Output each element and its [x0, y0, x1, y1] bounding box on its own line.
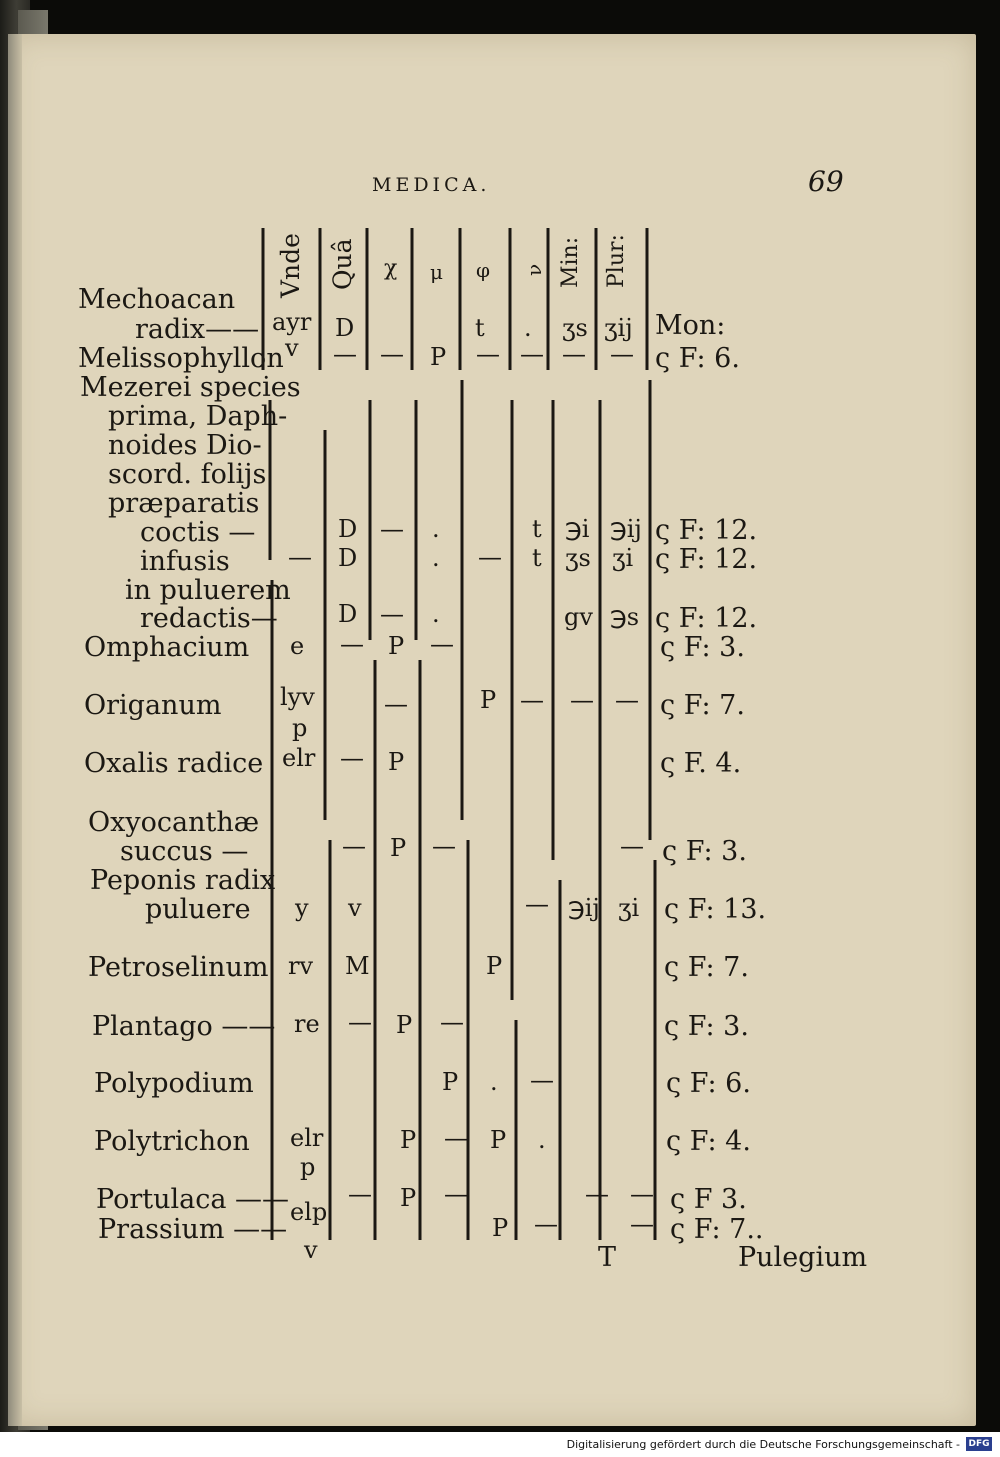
- row-label: Prassium ——: [98, 1214, 288, 1245]
- cell-vnde: elr: [290, 1124, 324, 1152]
- cell-chi: —: [384, 690, 408, 718]
- column-header-phi: φ: [476, 258, 491, 282]
- cell-qua: D: [338, 515, 358, 543]
- cell-min: ʒs: [562, 314, 588, 342]
- row-label: prima, Daph-: [108, 401, 288, 432]
- row-label: Portulaca ——: [96, 1184, 290, 1215]
- cell-chi: P: [400, 1126, 417, 1154]
- cell-dose: ς F: 13.: [664, 894, 767, 925]
- cell-plur: ʒi: [618, 894, 640, 922]
- column-header-plur: Plur:: [604, 234, 629, 288]
- cell-phi: P: [490, 1126, 507, 1154]
- cell-nu: .: [538, 1126, 546, 1154]
- cell-vnde: p: [292, 714, 308, 742]
- dfg-logo-icon: DFG: [966, 1437, 992, 1451]
- cell-qua: D: [335, 314, 355, 342]
- row-label: infusis: [140, 546, 230, 577]
- cell-vnde: y: [295, 894, 309, 922]
- cell-plur: ʒi: [612, 544, 634, 572]
- cell-min: —: [570, 686, 594, 714]
- page-number: 69: [808, 165, 844, 198]
- cell-qua: D: [338, 600, 358, 628]
- cell-dose: ς F. 4.: [660, 748, 742, 779]
- cell-min: gv: [564, 603, 593, 631]
- cell-chi: —: [380, 340, 404, 368]
- row-label: Oxalis radice: [84, 748, 264, 779]
- cell-dose: ς F: 12.: [655, 603, 758, 634]
- row-label: coctis —: [140, 517, 256, 548]
- cell-dose: ς F 3.: [670, 1184, 747, 1215]
- row-label: scord. folijs: [108, 459, 267, 490]
- cell-phi: t: [475, 314, 485, 342]
- row-label: Mezerei species: [80, 372, 301, 403]
- row-label: Polypodium: [94, 1068, 254, 1099]
- cell-qua: v: [348, 894, 362, 922]
- cell-nu: t: [532, 544, 542, 572]
- cell-nu: —: [530, 1066, 554, 1094]
- cell-vnde: rv: [288, 952, 314, 980]
- cell-vnde: v: [285, 334, 299, 362]
- cell-qua: D: [338, 544, 358, 572]
- cell-phi: —: [478, 543, 502, 571]
- cell-chi: P: [390, 834, 407, 862]
- row-label: Oxyocanthæ: [88, 807, 260, 838]
- column-header-vnde: Vnde: [276, 233, 305, 298]
- cell-chi: P: [396, 1011, 413, 1039]
- cell-nu: —: [525, 890, 549, 918]
- cell-vnde: ayr: [272, 308, 312, 336]
- signature-mark: T: [598, 1242, 617, 1273]
- cell-phi: P: [480, 686, 497, 714]
- cell-vnde: re: [294, 1010, 320, 1038]
- cell-dose: ς F: 7..: [670, 1214, 764, 1245]
- cell-chi: P: [388, 748, 405, 776]
- row-label: Petroselinum: [88, 952, 269, 983]
- row-label: præparatis: [108, 488, 260, 519]
- cell-mu: —: [430, 630, 454, 658]
- cell-mu: —: [432, 832, 456, 860]
- cell-plur: —: [630, 1180, 654, 1208]
- row-label: Mechoacan: [78, 284, 236, 315]
- cell-vnde: lyv: [280, 683, 315, 711]
- cell-dose: ς F: 3.: [660, 632, 745, 663]
- cell-mu: .: [432, 515, 440, 543]
- cell-qua: —: [333, 340, 357, 368]
- cell-vnde: p: [300, 1153, 316, 1181]
- cell-dose: ς F: 3.: [664, 1011, 749, 1042]
- cell-chi: P: [400, 1184, 417, 1212]
- cell-chi: P: [388, 632, 405, 660]
- cell-plur: —: [610, 340, 634, 368]
- cell-nu: —: [520, 340, 544, 368]
- row-label: Plantago ——: [92, 1011, 276, 1042]
- cell-qua: —: [342, 832, 366, 860]
- cell-phi: P: [492, 1214, 509, 1242]
- cell-vnde: elr: [282, 744, 316, 772]
- cell-plur: —: [615, 686, 639, 714]
- cell-plur: ʒij: [604, 314, 633, 342]
- cell-mu: —: [444, 1180, 468, 1208]
- row-label: Polytrichon: [94, 1126, 250, 1157]
- cell-plur: ℈ij: [610, 515, 642, 543]
- cell-dose: ς F: 3.: [662, 836, 747, 867]
- cell-chi: —: [380, 515, 404, 543]
- column-header-chi: χ: [384, 256, 398, 281]
- cell-vnde: e: [290, 632, 305, 660]
- cell-qua: —: [348, 1008, 372, 1036]
- cell-vnde: —: [288, 543, 312, 571]
- row-label: radix——: [135, 314, 260, 345]
- cell-qua: M: [345, 952, 370, 980]
- cell-dose: ς F: 7.: [660, 690, 745, 721]
- cell-qua: —: [340, 630, 364, 658]
- cell-min: ʒs: [565, 544, 591, 572]
- cell-mu: .: [432, 544, 440, 572]
- cell-plur: ℈s: [610, 603, 640, 631]
- cell-dose: Mon:: [655, 310, 726, 341]
- cell-dose: ς F: 6.: [666, 1068, 751, 1099]
- row-label: Peponis radix: [90, 865, 276, 896]
- cell-min: —: [585, 1180, 609, 1208]
- cell-phi: —: [476, 340, 500, 368]
- cell-phi: .: [490, 1068, 498, 1096]
- catchword: Pulegium: [738, 1242, 868, 1273]
- cell-vnde: v: [304, 1236, 318, 1264]
- column-header-mu: μ: [430, 260, 443, 284]
- cell-phi: P: [486, 952, 503, 980]
- cell-mu: —: [444, 1124, 468, 1152]
- cell-min: ℈i: [565, 515, 590, 543]
- column-header-qua: Quâ: [328, 238, 357, 290]
- row-label: succus —: [120, 836, 249, 867]
- row-label: Origanum: [84, 690, 222, 721]
- cell-min: —: [562, 340, 586, 368]
- funding-credit: Digitalisierung gefördert durch die Deutsche Forschungsgemeinschaft -: [566, 1438, 960, 1451]
- row-label: in puluerem: [125, 575, 291, 606]
- cell-mu: P: [442, 1068, 459, 1096]
- cell-vnde: elp: [290, 1198, 328, 1226]
- cell-mu: P: [430, 343, 447, 371]
- cell-dose: ς F: 12.: [655, 544, 758, 575]
- footer-bar: [0, 1432, 1000, 1457]
- row-label: Melissophyllon: [78, 343, 284, 374]
- cell-dose: ς F: 7.: [664, 952, 749, 983]
- cell-nu: —: [520, 686, 544, 714]
- cell-qua: —: [348, 1180, 372, 1208]
- row-label: noides Dio-: [108, 430, 262, 461]
- cell-nu: .: [524, 314, 532, 342]
- cell-nu: —: [534, 1210, 558, 1238]
- cell-dose: ς F: 4.: [666, 1126, 751, 1157]
- cell-qua: —: [340, 744, 364, 772]
- cell-min: ℈ij: [568, 894, 600, 922]
- cell-chi: —: [380, 600, 404, 628]
- cell-plur: —: [630, 1210, 654, 1238]
- cell-dose: ς F: 12.: [655, 515, 758, 546]
- cell-nu: t: [532, 515, 542, 543]
- running-title: MEDICA.: [372, 174, 491, 196]
- cell-mu: —: [440, 1008, 464, 1036]
- column-header-min: Min:: [558, 236, 583, 288]
- row-label: puluere: [145, 894, 251, 925]
- cell-dose: ς F: 6.: [655, 343, 740, 374]
- row-label: Omphacium: [84, 632, 250, 663]
- row-label: redactis—: [140, 603, 278, 634]
- cell-mu: .: [432, 600, 440, 628]
- column-header-nu: ν: [522, 263, 546, 276]
- cell-plur: —: [620, 832, 644, 860]
